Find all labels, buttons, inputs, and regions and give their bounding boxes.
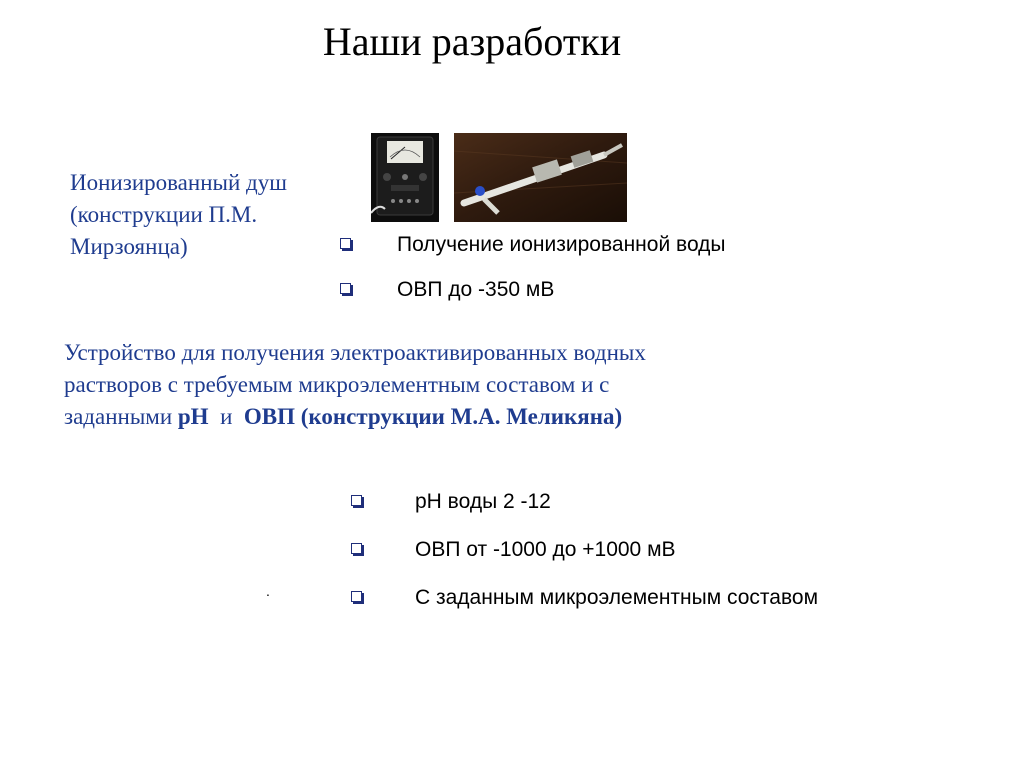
list-item-text: Получение ионизированной воды	[397, 233, 726, 256]
ionizer-device-photo	[371, 133, 439, 222]
checkbox-square-icon	[340, 238, 351, 249]
slide-title: Наши разработки	[322, 19, 622, 64]
list-item-text: С заданным микроэлементным составом	[415, 586, 819, 609]
device-description-line: растворов с требуемым микроэлементным составом и с	[64, 372, 610, 397]
list-item	[345, 490, 945, 514]
ionized-shower-photo	[454, 133, 627, 222]
device-description-prefix: заданными	[64, 404, 178, 429]
list-item-text: ОВП от -1000 до +1000 мВ	[415, 538, 676, 561]
shower-description: Ионизированный душ (конструкции П.М. Мирзоянца)	[70, 170, 287, 259]
device-description	[64, 337, 824, 433]
checkbox-square-icon	[351, 591, 362, 602]
list-item	[345, 538, 945, 562]
orp-label: ОВП	[243, 404, 296, 429]
and-word: и	[220, 404, 233, 429]
list-item	[336, 233, 836, 257]
checkbox-square-icon	[340, 283, 351, 294]
list-item-text: рН воды 2 -12	[415, 490, 551, 513]
device-description-line	[64, 401, 824, 433]
list-item	[336, 278, 836, 302]
stray-dot: .	[266, 583, 270, 599]
device-features-list	[345, 490, 945, 634]
list-item-text: ОВП до -350 мВ	[397, 278, 555, 301]
device-author: (конструкции М.А. Меликяна)	[300, 404, 623, 429]
checkbox-square-icon	[351, 495, 362, 506]
ph-label: рН	[177, 404, 209, 429]
device-description-line: Устройство для получения электроактивированных водных	[64, 340, 646, 365]
list-item	[345, 586, 945, 610]
checkbox-square-icon	[351, 543, 362, 554]
shower-features-list	[336, 233, 836, 323]
